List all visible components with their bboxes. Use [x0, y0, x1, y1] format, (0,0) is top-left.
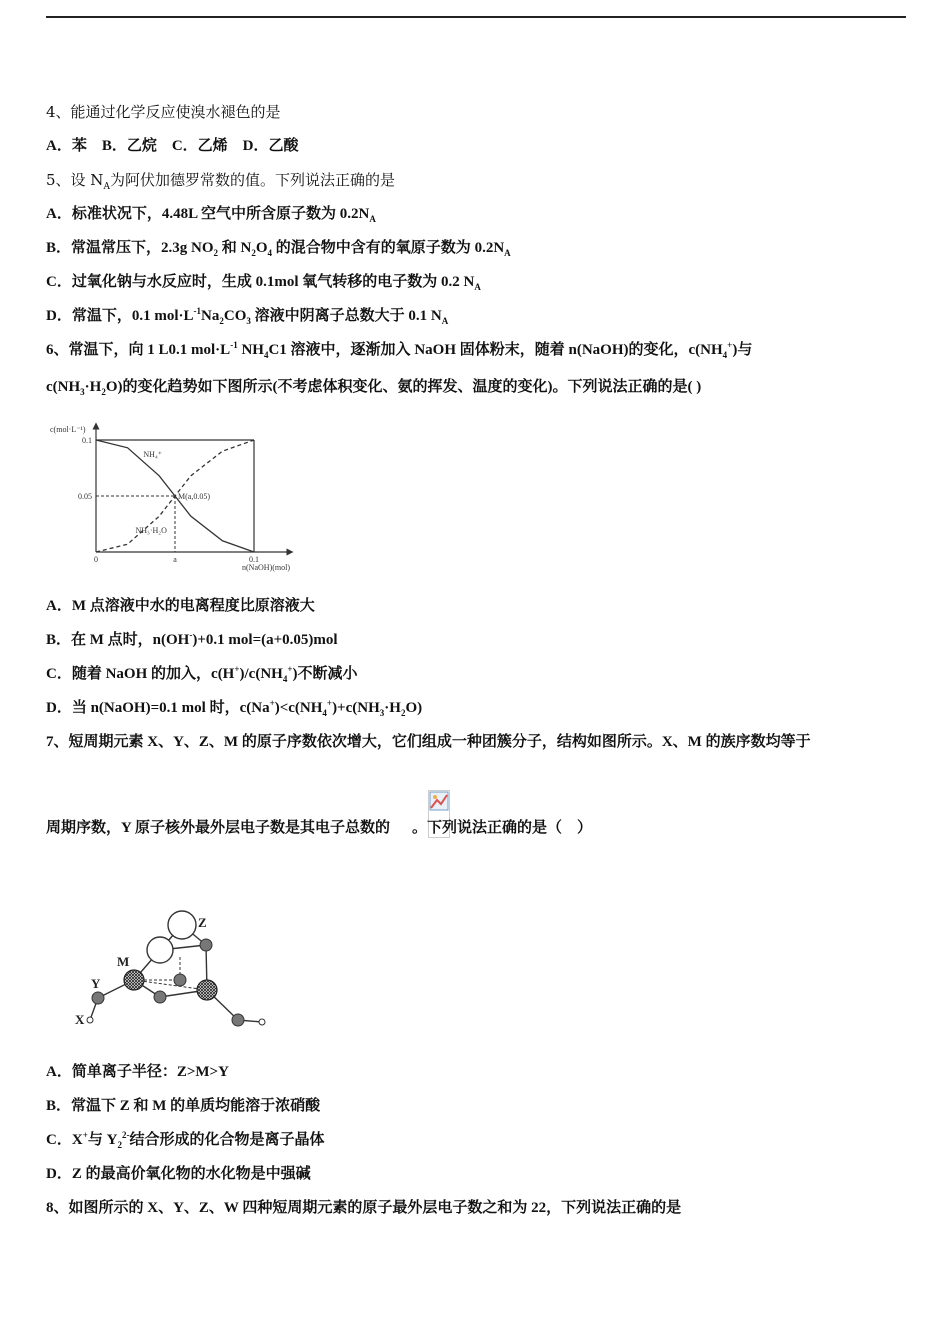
x-atom [259, 1019, 265, 1025]
broken-image-icon [429, 791, 449, 811]
header-rule [46, 16, 906, 18]
q7-stem-line2: 周期序数，Y 原子核外最外层电子数是其电子总数的 。下列说法正确的是（ ） [46, 820, 593, 836]
q7-stem-line1: 7、短周期元素 X、Y、Z、M 的原子序数依次增大，它们组成一种团簇分子，结构如图所示。X、M 的族序数均等于 [46, 734, 811, 750]
q6-option-a: A．M 点溶液中水的电离程度比原溶液大 [46, 598, 315, 614]
q4-options: A．苯 B．乙烷 C．乙烯 D．乙酸 [46, 138, 299, 154]
q6-stem-line1: 6、常温下，向 1 L0.1 $mol\cdot L^{-1}$ $NH_4C1$ 溶液中，逐渐加入 NaOH 固体粉末，随着 n(NaOH)的变化，$c(NH_4^+)$与 [46, 340, 753, 360]
x-tick-label: a [173, 555, 177, 564]
q8-stem: 8、如图所示的 X、Y、Z、W 四种短周期元素的原子最外层电子数之和为 22，下列说法正确的是 [46, 1200, 682, 1216]
z-atom [168, 911, 196, 939]
q7-option-c: C．X+与 $Y_2^{2-}$结合形成的化合物是离子晶体 [46, 1130, 325, 1150]
y-atom [174, 974, 186, 986]
concentration-chart [46, 420, 296, 572]
label-m: M [117, 954, 130, 969]
q6-option-b: B．在 M 点时，n(OH-)+0.1 mol=(a+0.05)mol [46, 630, 338, 648]
q6-option-d: D．当 n(NaOH)=0.1 mol 时，$c(Na^+)<c(NH_4^+)+c(NH_3\cdot H_2O)$ [46, 698, 423, 718]
m-atom [124, 970, 144, 990]
label-z: Z [198, 915, 207, 930]
x-atom [87, 1017, 93, 1023]
series-label: NH₃·H₂O [135, 525, 167, 535]
y-atom [232, 1014, 244, 1026]
q5-option-d: D．常温下，0.1 $mol\cdot L^{-1}Na_2CO_3$ 溶液中阴离子总数大于 0.1 $N_A$ [46, 306, 449, 326]
q5-option-a: A．标准状况下，4.48L 空气中所含原子数为 $0.2N_A$ [46, 206, 376, 224]
q6-option-c: C．随着 NaOH 的加入，$c(H^+)/c(NH_4^+)$不断减小 [46, 664, 358, 684]
label-x: X [75, 1012, 85, 1027]
y-atom [200, 939, 212, 951]
y-atom [154, 991, 166, 1003]
q5-option-c: C．过氧化钠与水反应时，生成 0.1mol 氧气转移的电子数为 0.2 $N_A$ [46, 274, 481, 292]
x-tick-label: 0.1 [249, 555, 259, 564]
q5-option-b: B．常温常压下，2.3g $NO_2$ 和 $N_2O_4$ 的混合物中含有的氧原子数为 $0.2N_A$ [46, 240, 511, 258]
q7-option-d: D．Z 的最高价氧化物的水化物是中强碱 [46, 1166, 311, 1182]
label-y: Y [91, 976, 101, 991]
x-tick-label: 0 [94, 555, 98, 564]
y-atom [92, 992, 104, 1004]
m-atom [197, 980, 217, 1000]
x-axis-label: n(NaOH)(mol) [242, 563, 290, 572]
y-axis-label: c(mol·L⁻¹) [50, 425, 86, 434]
cluster-molecule-figure [70, 900, 280, 1035]
q4-stem: 4、能通过化学反应使溴水褪色的是 [46, 103, 281, 121]
q5-stem: 5、设 $N_A$为阿伏加德罗常数的值。下列说法正确的是 [46, 171, 395, 192]
q7-option-a: A．简单离子半径：Z>M>Y [46, 1064, 229, 1080]
point-annotation: M(a,0.05) [178, 492, 210, 501]
y-tick-label: 0.05 [78, 492, 92, 501]
q6-stem-line2: $c(NH_3\cdot H_2O)$的变化趋势如下图所示(不考虑体积变化、氨的挥发、温度的变化)。下列说法正确的是( ) [46, 379, 702, 397]
series-label: NH₄⁺ [143, 449, 162, 459]
z-atom [147, 937, 173, 963]
y-tick-label: 0.1 [82, 436, 92, 445]
q7-option-b: B．常温下 Z 和 M 的单质均能溶于浓硝酸 [46, 1098, 321, 1114]
series-line-nh3h2o [96, 440, 254, 552]
